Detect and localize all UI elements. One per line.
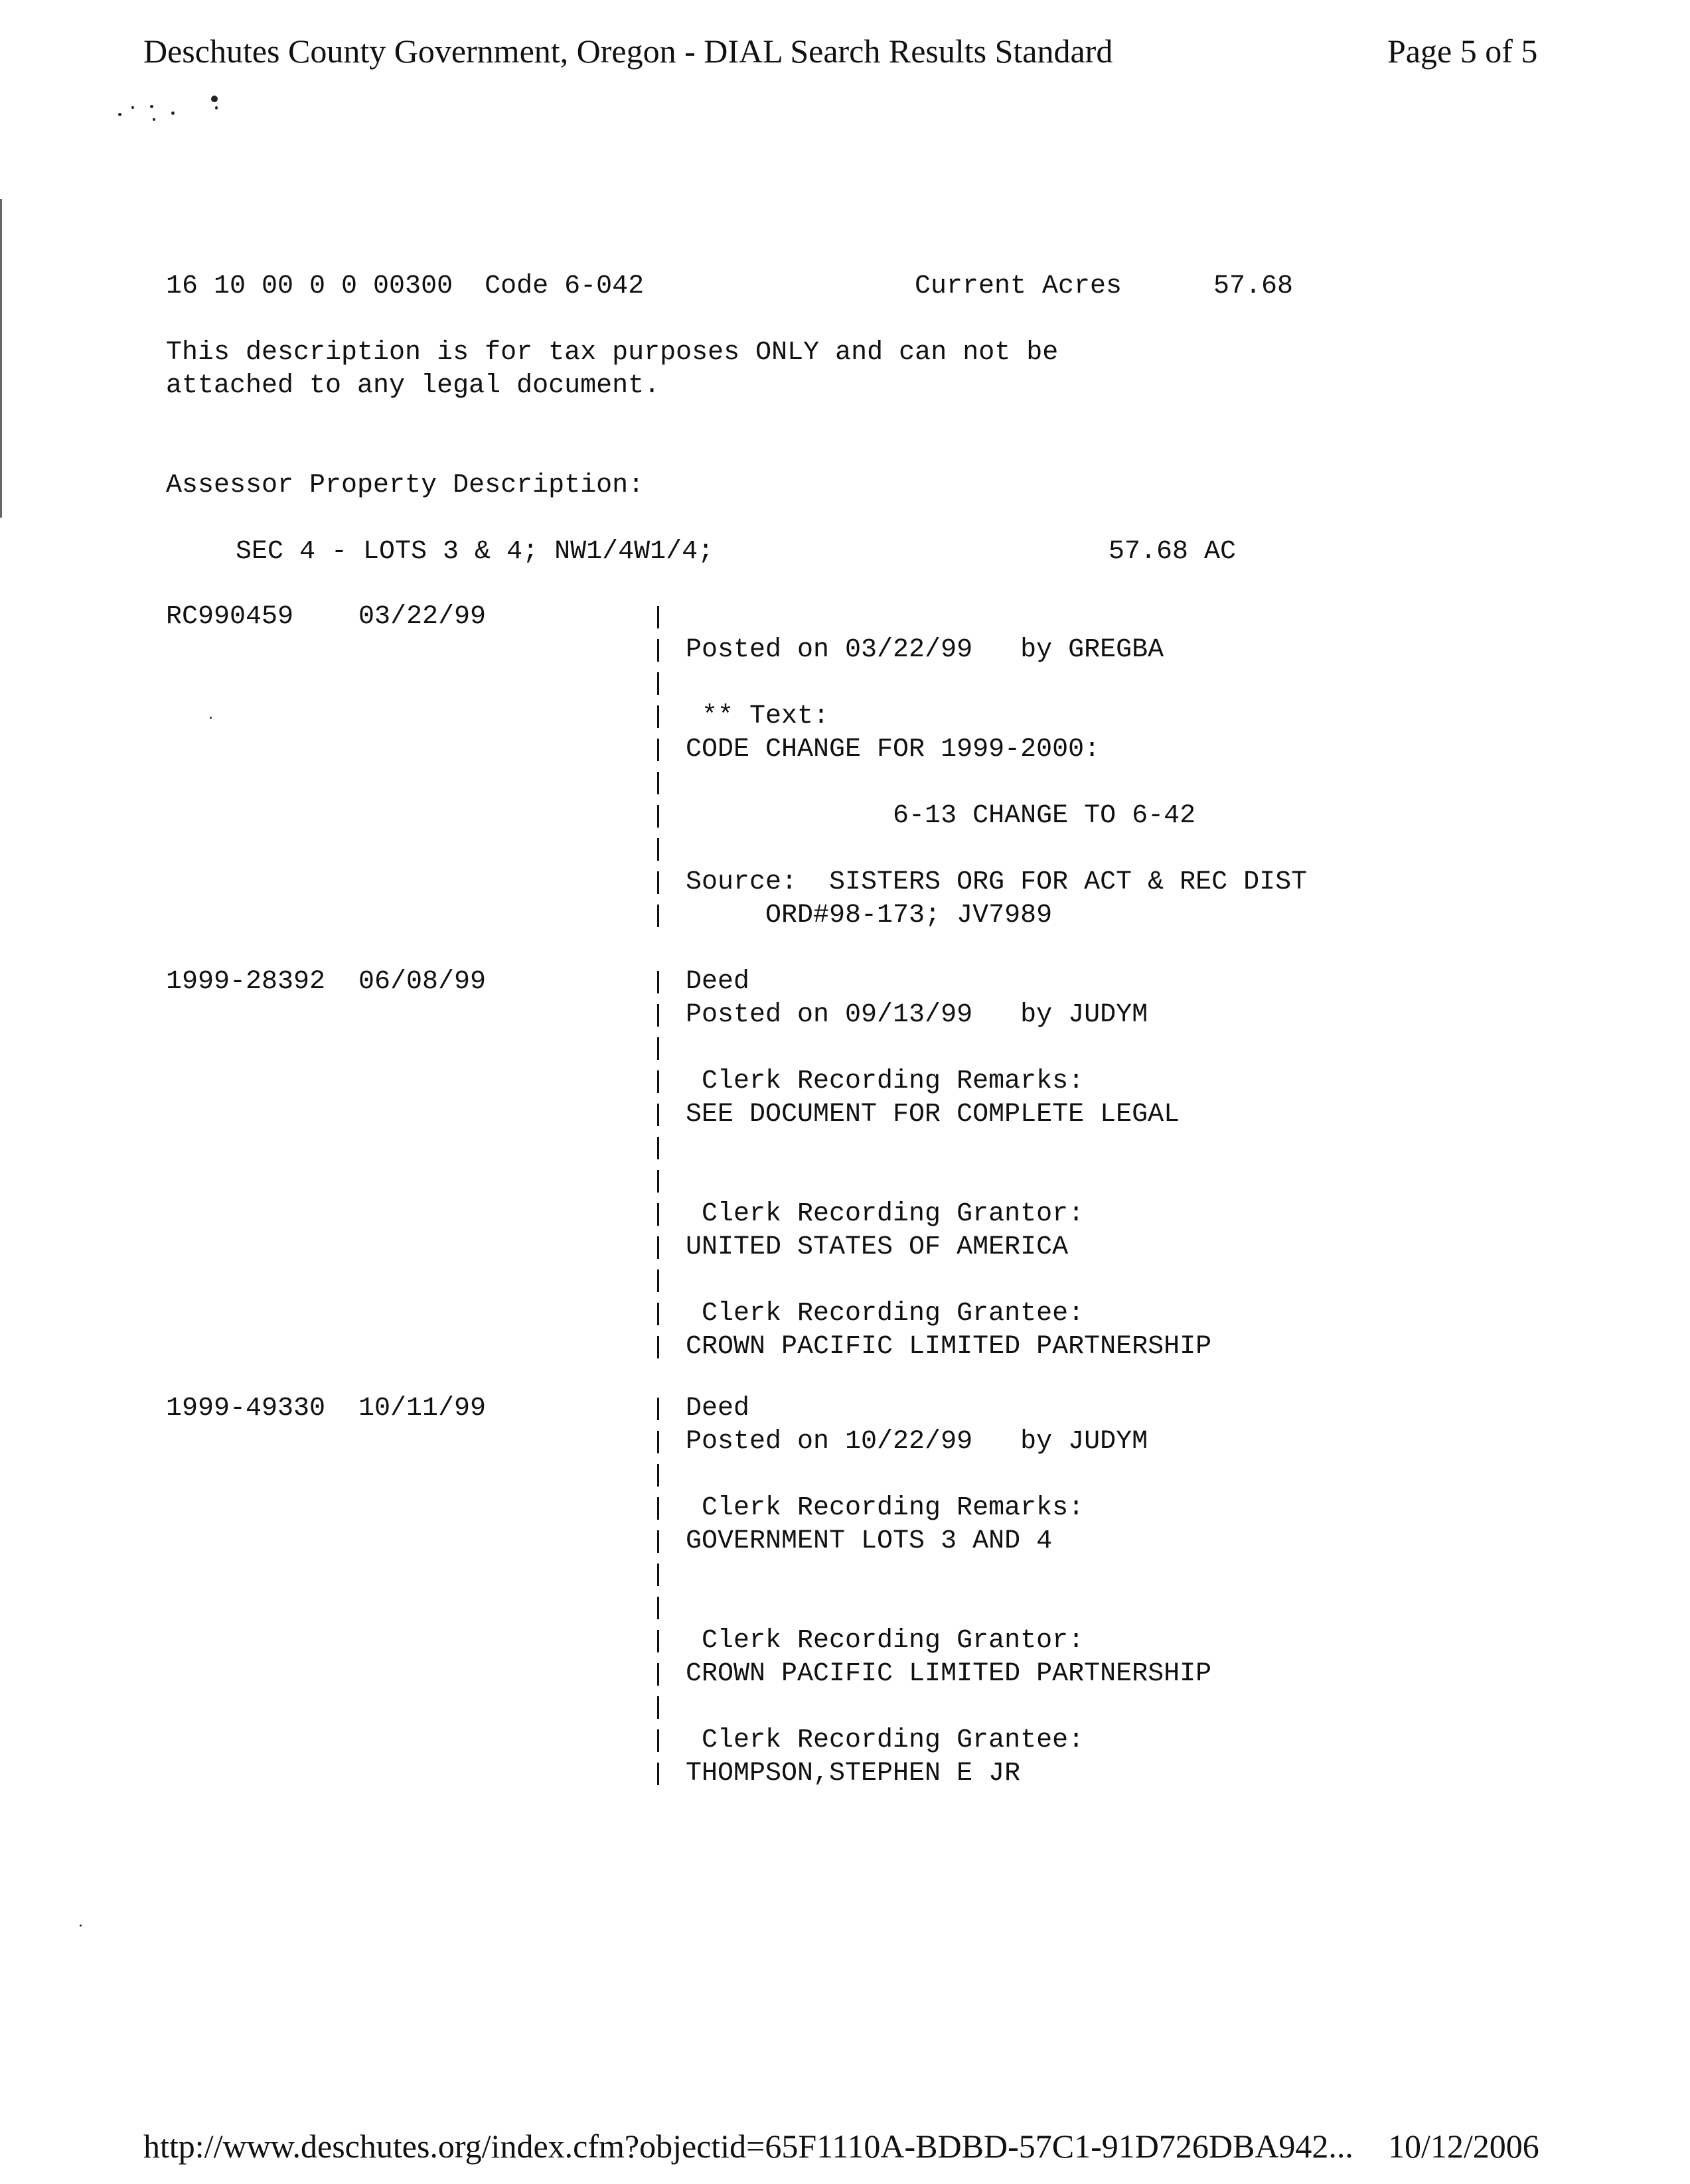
scan-speck <box>211 96 218 102</box>
record-line: GOVERNMENT LOTS 3 AND 4 <box>686 1526 1053 1556</box>
scan-speck <box>171 111 175 115</box>
print-date: 10/12/2006 <box>1388 2128 1539 2165</box>
record-line: Posted on 09/13/99 by JUDYM <box>686 1000 1148 1030</box>
scan-speck <box>210 717 212 719</box>
source-url: http://www.deschutes.org/index.cfm?objectid=65F1110A-BDBD-57C1-91D726DBA942... <box>143 2128 1353 2165</box>
scan-speck <box>150 105 153 108</box>
record-doc-number: 1999-28392 <box>166 967 326 997</box>
scan-edge-mark <box>0 199 2 518</box>
record-line: ORD#98-173; JV7989 <box>686 901 1053 930</box>
record-line: Source: SISTERS ORG FOR ACT & REC DIST <box>686 867 1308 897</box>
record-line: Posted on 03/22/99 by GREGBA <box>686 635 1164 665</box>
record-date: 06/08/99 <box>358 967 487 997</box>
record-line: Posted on 10/22/99 by JUDYM <box>686 1427 1148 1457</box>
record-doc-number: RC990459 <box>166 602 294 632</box>
record-doc-number: 1999-49330 <box>166 1394 326 1423</box>
legal-acres: 57.68 AC <box>1109 537 1237 567</box>
record-line: Deed <box>686 967 750 997</box>
scan-speck <box>153 118 155 121</box>
scan-speck <box>131 106 134 109</box>
current-acres-value: 57.68 <box>1213 271 1294 301</box>
property-id-line: 16 10 00 0 0 00300 Code 6-042 <box>166 271 645 301</box>
record-line: CROWN PACIFIC LIMITED PARTNERSHIP <box>686 1659 1212 1689</box>
record-line: Clerk Recording Grantor: <box>686 1626 1085 1656</box>
legal-description: SEC 4 - LOTS 3 & 4; NW1/4W1/4; <box>236 537 714 567</box>
record-line: CODE CHANGE FOR 1999-2000: <box>686 735 1101 764</box>
record-date: 03/22/99 <box>358 602 487 632</box>
record-line: UNITED STATES OF AMERICA <box>686 1232 1069 1262</box>
record-line: Clerk Recording Grantee: <box>686 1299 1085 1329</box>
record-date: 10/11/99 <box>358 1394 487 1423</box>
record-line: CROWN PACIFIC LIMITED PARTNERSHIP <box>686 1332 1212 1362</box>
record-line: Clerk Recording Grantee: <box>686 1725 1085 1755</box>
scan-speck <box>80 1925 82 1927</box>
record-line: Clerk Recording Grantor: <box>686 1199 1085 1229</box>
record-line: SEE DOCUMENT FOR COMPLETE LEGAL <box>686 1100 1180 1129</box>
record-line: Clerk Recording Remarks: <box>686 1066 1085 1096</box>
page-number: Page 5 of 5 <box>1387 33 1538 70</box>
record-line: ** Text: <box>686 701 830 731</box>
assessor-description-label: Assessor Property Description: <box>166 471 645 500</box>
disclaimer-line-1: This description is for tax purposes ONLY and can not be <box>166 338 1059 368</box>
record-line: Clerk Recording Remarks: <box>686 1493 1085 1523</box>
scan-speck <box>118 113 121 116</box>
document-title: Deschutes County Government, Oregon - DIAL Search Results Standard <box>143 33 1113 70</box>
scan-speck <box>215 106 218 109</box>
record-line: Deed <box>686 1394 750 1423</box>
current-acres-label: Current Acres <box>915 271 1122 301</box>
disclaimer-line-2: attached to any legal document. <box>166 371 660 401</box>
record-line: THOMPSON,STEPHEN E JR <box>686 1759 1021 1788</box>
record-line: 6-13 CHANGE TO 6-42 <box>686 801 1196 831</box>
